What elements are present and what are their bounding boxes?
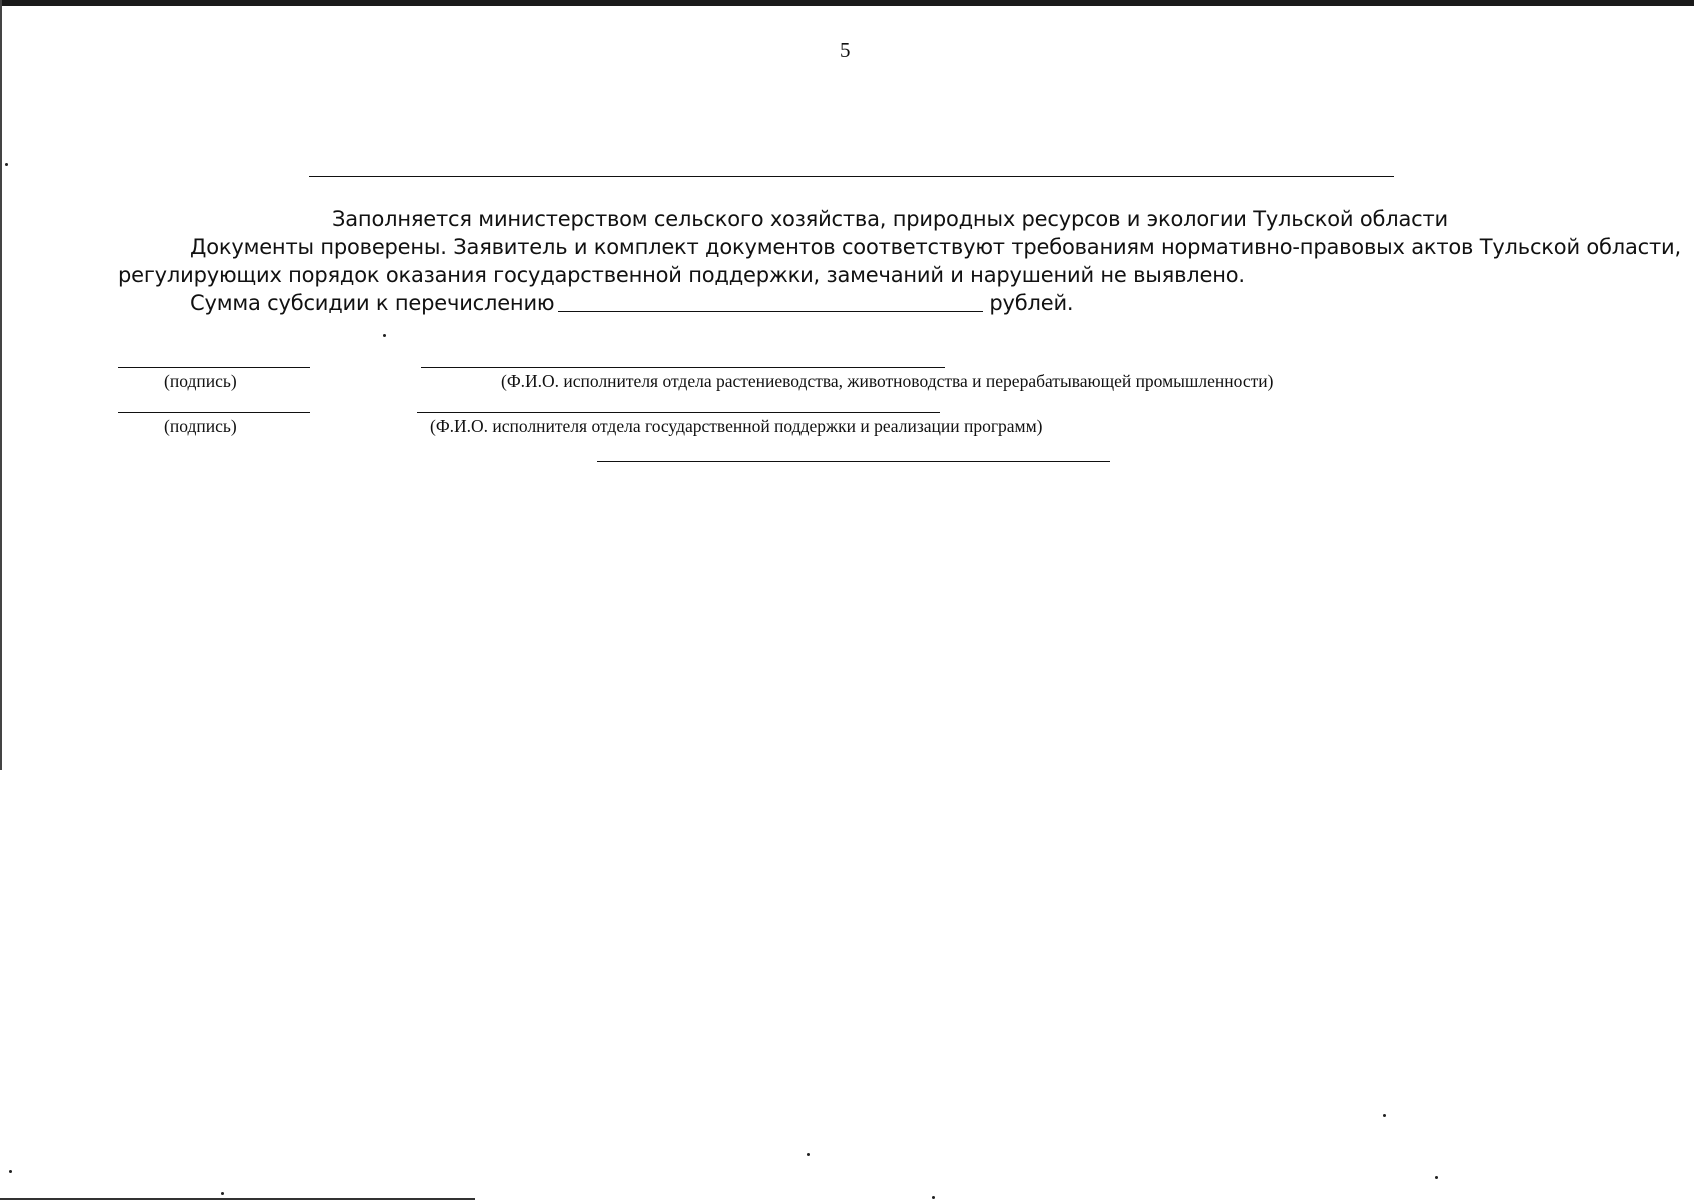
name-line-2[interactable]: [417, 412, 940, 413]
top-separator-rule: [309, 176, 1394, 177]
name-caption-1: (Ф.И.О. исполнителя отдела растениеводства, животноводства и перерабатывающей промышленности): [501, 371, 1274, 391]
page-number: 5: [840, 38, 851, 62]
subsidy-label: Сумма субсидии к перечислению: [190, 291, 555, 315]
signature-caption-2: (подпись): [164, 416, 237, 436]
scan-speck: [807, 1153, 810, 1156]
scan-edge-top: [0, 0, 1694, 6]
scan-speck: [383, 334, 386, 337]
scan-speck: [221, 1192, 224, 1195]
signature-line-1[interactable]: [118, 367, 310, 368]
signature-line-2[interactable]: [118, 412, 310, 413]
paragraph-line-1: Документы проверены. Заявитель и комплект документов соответствуют требованиям нормативно-правовых актов Тульской области,: [190, 235, 1681, 259]
subsidy-amount-blank[interactable]: [558, 291, 983, 312]
scan-speck: [1383, 1114, 1386, 1117]
scan-edge-left: [0, 0, 2, 770]
subsidy-unit: рублей.: [989, 291, 1074, 315]
paragraph-line-2: регулирующих порядок оказания государственной поддержки, замечаний и нарушений не выявлено.: [118, 263, 1245, 287]
closing-rule: [597, 461, 1110, 462]
scan-speck: [9, 1170, 12, 1173]
notice-line: Заполняется министерством сельского хозяйства, природных ресурсов и экологии Тульской области: [332, 207, 1448, 231]
name-caption-2: (Ф.И.О. исполнителя отдела государственной поддержки и реализации программ): [430, 416, 1043, 436]
scan-speck: [1435, 1176, 1438, 1179]
signature-caption-1: (подпись): [164, 371, 237, 391]
subsidy-row: [190, 291, 1073, 315]
scan-speck: [5, 163, 8, 166]
name-line-1[interactable]: [421, 367, 945, 368]
scan-speck: [932, 1196, 935, 1199]
